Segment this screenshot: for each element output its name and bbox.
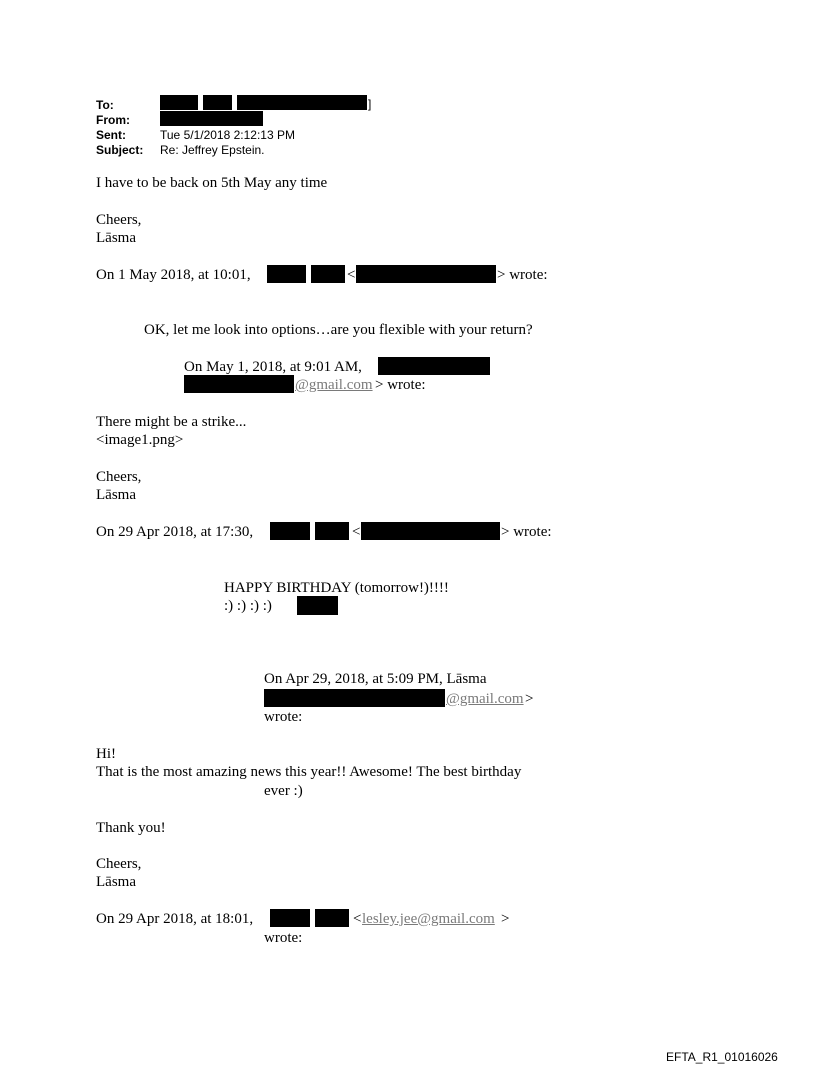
signature: Lāsma [96, 487, 136, 503]
wrote-text: wrote: [264, 709, 303, 725]
redaction-block [270, 522, 310, 540]
to-label: To: [96, 98, 114, 112]
greeting: Hi! [96, 746, 116, 762]
subject-value: Re: Jeffrey Epstein. [160, 143, 265, 157]
signature: Lāsma [96, 230, 136, 246]
message-body: Thank you! [96, 820, 166, 836]
redaction-block [270, 909, 310, 927]
sent-label: Sent: [96, 128, 126, 142]
quote-attribution: On 1 May 2018, at 10:01, [96, 267, 251, 283]
angle-bracket: > [525, 691, 534, 707]
redaction-block [297, 596, 338, 615]
message-body: I have to be back on 5th May any time [96, 175, 328, 191]
signoff: Cheers, [96, 212, 142, 228]
message-body: That is the most amazing news this year!! Awesome! The best birthday [96, 764, 522, 780]
attachment-reference: <image1.png> [96, 432, 184, 448]
redaction-block [315, 909, 349, 927]
signoff: Cheers, [96, 469, 142, 485]
signoff: Cheers, [96, 856, 142, 872]
wrote-text: > wrote: [501, 524, 552, 540]
redaction-block [267, 265, 306, 283]
angle-bracket: < [353, 911, 362, 927]
signature: Lāsma [96, 874, 136, 890]
redaction-block [160, 95, 198, 110]
email-link[interactable]: lesley.jee@gmail.com [362, 911, 495, 927]
quote-attribution: On May 1, 2018, at 9:01 AM, [184, 359, 362, 375]
redaction-block [311, 265, 345, 283]
wrote-text: > wrote: [375, 377, 426, 393]
redaction-block [378, 357, 490, 375]
quote-attribution: On 29 Apr 2018, at 18:01, [96, 911, 254, 927]
redaction-block [315, 522, 349, 540]
redaction-block [203, 95, 232, 110]
email-link[interactable]: @gmail.com [446, 691, 524, 707]
redaction-block [237, 95, 367, 110]
to-trailing-fragment: ] [368, 97, 372, 111]
email-link[interactable]: @gmail.com [295, 377, 373, 393]
message-body: There might be a strike... [96, 414, 247, 430]
redaction-block [160, 111, 263, 126]
message-body: ever :) [264, 783, 303, 799]
quote-attribution: On Apr 29, 2018, at 5:09 PM, Lāsma [264, 671, 487, 687]
quote-attribution: On 29 Apr 2018, at 17:30, [96, 524, 254, 540]
redaction-block [264, 689, 445, 707]
angle-bracket: > [501, 911, 510, 927]
sent-value: Tue 5/1/2018 2:12:13 PM [160, 128, 295, 142]
bates-number: EFTA_R1_01016026 [666, 1050, 778, 1064]
from-label: From: [96, 113, 130, 127]
redaction-block [356, 265, 496, 283]
wrote-text: > wrote: [497, 267, 548, 283]
redaction-block [184, 375, 294, 393]
quoted-body: :) :) :) :) [224, 598, 272, 614]
redaction-block [361, 522, 500, 540]
angle-bracket: < [352, 524, 361, 540]
quoted-body: HAPPY BIRTHDAY (tomorrow!)!!!! [224, 580, 449, 596]
angle-bracket: < [347, 267, 356, 283]
quoted-body: OK, let me look into options…are you flexible with your return? [144, 322, 533, 338]
subject-label: Subject: [96, 143, 144, 157]
wrote-text: wrote: [264, 930, 303, 946]
